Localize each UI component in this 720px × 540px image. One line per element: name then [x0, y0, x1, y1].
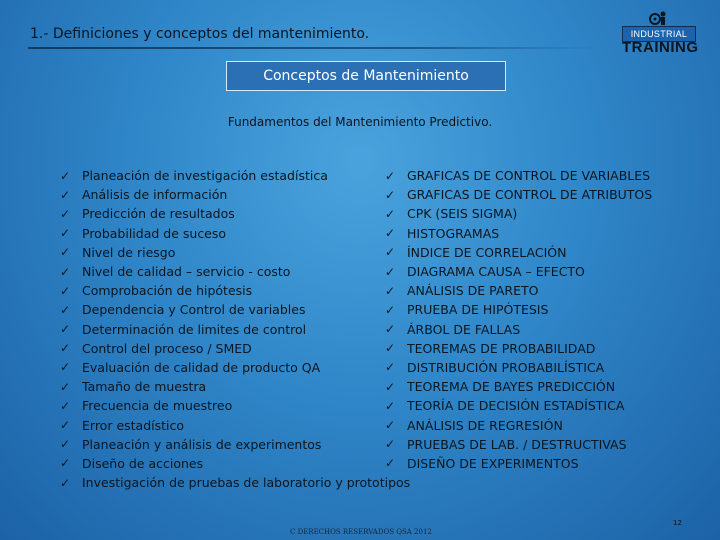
- checkmark-icon: ✓: [60, 437, 71, 452]
- list-item-label: Análisis de información: [82, 187, 228, 203]
- slide-title: 1.- Definiciones y conceptos del mantenimiento.: [30, 26, 370, 42]
- list-item: [385, 358, 652, 377]
- checkmark-icon: ✓: [60, 360, 71, 375]
- list-item-label: Evaluación de calidad de producto QA: [82, 359, 321, 375]
- list-item: [60, 358, 410, 377]
- list-item-label: Planeación de investigación estadística: [82, 168, 328, 184]
- list-item-label: DISTRIBUCIÓN PROBABILÍSTICA: [407, 359, 605, 375]
- left-concepts-list: [60, 166, 410, 492]
- checkmark-icon: ✓: [60, 475, 71, 490]
- list-item-label: ANÁLISIS DE REGRESIÓN: [407, 417, 563, 433]
- list-item-label: TEORÍA DE DECISIÓN ESTADÍSTICA: [407, 398, 625, 414]
- checkmark-icon: ✓: [385, 245, 396, 260]
- copyright-text: C DERECHOS RESERVADOS QSA 2012: [290, 528, 432, 536]
- checkmark-icon: ✓: [385, 360, 396, 375]
- page-number: 12: [673, 519, 682, 527]
- logo-top-text: INDUSTRIAL: [622, 26, 696, 42]
- list-item-label: Dependencia y Control de variables: [82, 302, 306, 318]
- list-item: [385, 415, 652, 434]
- checkmark-icon: ✓: [385, 283, 396, 298]
- checkmark-icon: ✓: [60, 456, 71, 471]
- checkmark-icon: ✓: [385, 418, 396, 433]
- list-item-label: ANÁLISIS DE PARETO: [407, 283, 539, 299]
- list-item: [385, 396, 652, 415]
- list-item-label: Diseño de acciones: [82, 455, 204, 471]
- list-item-label: Control del proceso / SMED: [82, 340, 252, 356]
- list-item-label: Probabilidad de suceso: [82, 225, 227, 241]
- checkmark-icon: ✓: [60, 206, 71, 221]
- list-item-label: DIAGRAMA CAUSA – EFECTO: [407, 264, 585, 280]
- checkmark-icon: ✓: [385, 206, 396, 221]
- list-item: [60, 185, 410, 204]
- checkmark-icon: ✓: [385, 302, 396, 317]
- checkmark-icon: ✓: [60, 226, 71, 241]
- checkmark-icon: ✓: [385, 379, 396, 394]
- list-item: [60, 396, 410, 415]
- checkmark-icon: ✓: [60, 302, 71, 317]
- checkmark-icon: ✓: [60, 418, 71, 433]
- list-item-label: Determinación de limites de control: [82, 321, 307, 337]
- list-item: [385, 243, 652, 262]
- checkmark-icon: ✓: [385, 341, 396, 356]
- list-item-label: HISTOGRAMAS: [407, 225, 500, 241]
- list-item: [60, 262, 410, 281]
- right-tools-list: [385, 166, 652, 473]
- list-item: [60, 473, 410, 492]
- checkmark-icon: ✓: [60, 187, 71, 202]
- list-item-label: Tamaño de muestra: [82, 379, 207, 395]
- checkmark-icon: ✓: [60, 168, 71, 183]
- list-item: [60, 166, 410, 185]
- list-item-label: PRUEBAS DE LAB. / DESTRUCTIVAS: [407, 436, 627, 452]
- list-item-label: Comprobación de hipótesis: [82, 283, 253, 299]
- list-item-label: DISEÑO DE EXPERIMENTOS: [407, 455, 579, 471]
- list-item-label: TEOREMA DE BAYES PREDICCIÓN: [407, 379, 616, 395]
- list-item-label: GRAFICAS DE CONTROL DE VARIABLES: [407, 168, 651, 184]
- list-item: [60, 435, 410, 454]
- list-item: [385, 262, 652, 281]
- checkmark-icon: ✓: [60, 283, 71, 298]
- list-item-label: Frecuencia de muestreo: [82, 398, 233, 414]
- list-item-label: CPK (SEIS SIGMA): [407, 206, 518, 222]
- list-item: [60, 224, 410, 243]
- checkmark-icon: ✓: [385, 168, 396, 183]
- list-item: [60, 454, 410, 473]
- checkmark-icon: ✓: [385, 226, 396, 241]
- checkmark-icon: ✓: [385, 322, 396, 337]
- checkmark-icon: ✓: [385, 398, 396, 413]
- list-item-label: GRAFICAS DE CONTROL DE ATRIBUTOS: [407, 187, 653, 203]
- checkmark-icon: ✓: [60, 245, 71, 260]
- list-item: [385, 281, 652, 300]
- gear-figure-icon: [646, 10, 670, 26]
- list-item-label: Error estadístico: [82, 417, 185, 433]
- list-item: [60, 281, 410, 300]
- checkmark-icon: ✓: [60, 398, 71, 413]
- list-item-label: TEOREMAS DE PROBABILIDAD: [407, 340, 596, 356]
- logo-bottom-text: TRAINING: [622, 39, 699, 56]
- list-item: [60, 415, 410, 434]
- list-item-label: Investigación de pruebas de laboratorio y prototipos: [82, 475, 411, 491]
- checkmark-icon: ✓: [385, 456, 396, 471]
- checkmark-icon: ✓: [60, 341, 71, 356]
- list-item: [385, 377, 652, 396]
- list-item-label: ÁRBOL DE FALLAS: [407, 321, 521, 337]
- concepts-banner: [226, 61, 506, 91]
- list-item: [60, 204, 410, 223]
- list-item: [385, 166, 652, 185]
- list-item: [385, 454, 652, 473]
- list-item: [385, 320, 652, 339]
- list-item: [60, 243, 410, 262]
- checkmark-icon: ✓: [60, 379, 71, 394]
- checkmark-icon: ✓: [60, 264, 71, 279]
- list-item-label: PRUEBA DE HIPÓTESIS: [407, 302, 549, 318]
- list-item: [60, 377, 410, 396]
- banner-label: Conceptos de Mantenimiento: [263, 68, 469, 84]
- list-item: [385, 339, 652, 358]
- list-item-label: ÍNDICE DE CORRELACIÓN: [407, 244, 567, 260]
- list-item: [60, 300, 410, 319]
- checkmark-icon: ✓: [385, 187, 396, 202]
- checkmark-icon: ✓: [60, 322, 71, 337]
- industrial-training-logo: [620, 10, 698, 56]
- list-item-label: Nivel de riesgo: [82, 244, 176, 260]
- list-item: [60, 339, 410, 358]
- checkmark-icon: ✓: [385, 437, 396, 452]
- list-item: [385, 300, 652, 319]
- section-subtitle: Fundamentos del Mantenimiento Predictivo.: [227, 115, 493, 129]
- list-item: [385, 435, 652, 454]
- title-underline: [28, 47, 598, 49]
- list-item-label: Planeación y análisis de experimentos: [82, 436, 322, 452]
- list-item: [385, 224, 652, 243]
- checkmark-icon: ✓: [385, 264, 396, 279]
- list-item: [385, 185, 652, 204]
- list-item: [385, 204, 652, 223]
- list-item: [60, 320, 410, 339]
- list-item-label: Predicción de resultados: [82, 206, 235, 222]
- list-item-label: Nivel de calidad – servicio - costo: [82, 264, 291, 280]
